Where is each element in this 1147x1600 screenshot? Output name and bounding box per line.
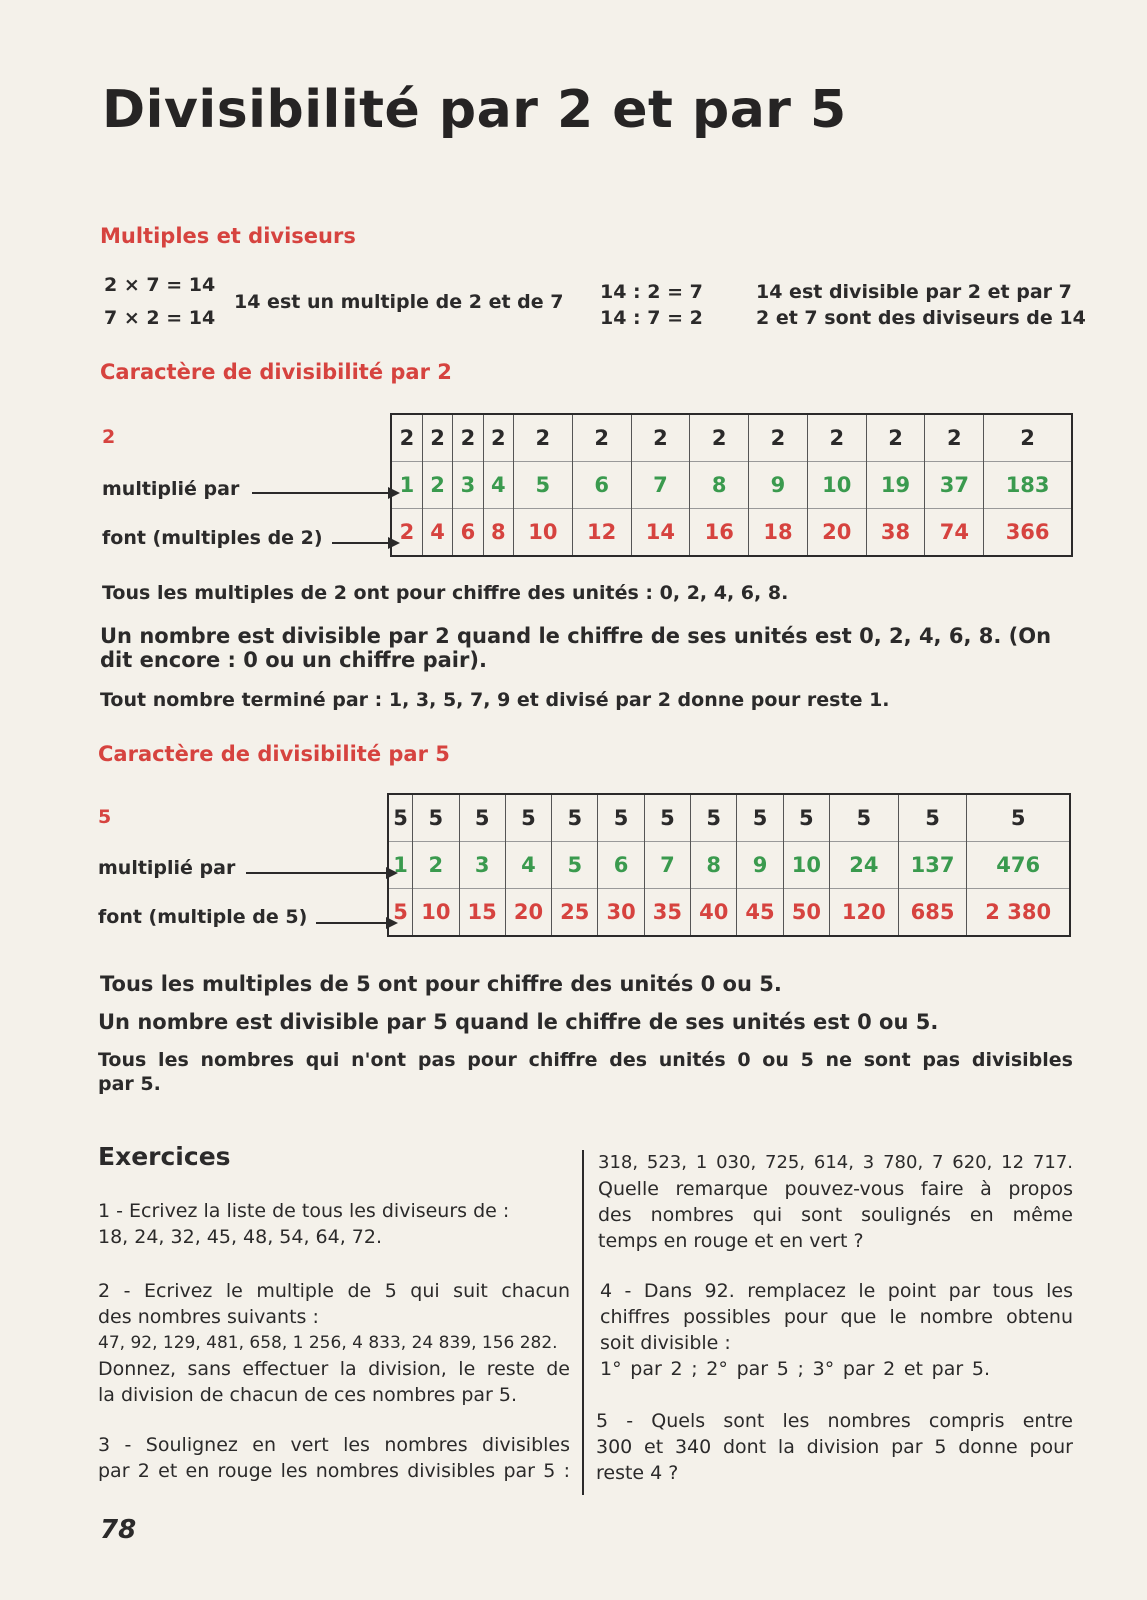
cell: 120 [830,889,899,937]
div2-label-font: font (multiples de 2) [102,527,323,549]
exercise-3-line-3: Quelle remarque pouvez-vous faire à propos [598,1178,1073,1200]
cell: 5 [393,806,408,830]
cell: 183 [984,462,1072,509]
cell: 10 [513,509,572,557]
cell: 4 [422,509,452,557]
exercise-3-line-1: 3 - Soulignez en vert les nombres divisibles [98,1434,570,1456]
cell: 2 [807,414,866,462]
cell: 12 [572,509,631,557]
cell: 2 [631,414,690,462]
div2-rule-3: Tout nombre terminé par : 1, 3, 5, 7, 9 et divisé par 2 donne pour reste 1. [100,689,890,711]
cell: 366 [984,509,1072,557]
div2-rule-2b: dit encore : 0 ou un chiffre pair). [100,648,487,672]
arrow-mult-2-line [252,492,388,494]
cell: 24 [830,842,899,889]
equation-2: 7 × 2 = 14 [104,307,216,329]
multiple-statement: 14 est un multiple de 2 et de 7 [234,291,564,313]
table-div2-row-res [391,509,1072,557]
cell: 2 [413,842,459,889]
div2-rule-2a: Un nombre est divisible par 2 quand le chiffre de ses unités est 0, 2, 4, 6, 8. (On [100,624,1052,648]
cell: 3 [459,842,505,889]
exercise-3-line-2: par 2 et en rouge les nombres divisibles par 5 : [98,1460,570,1482]
cell: 5 [513,462,572,509]
exercise-1-line-2: 18, 24, 32, 45, 48, 54, 64, 72. [98,1226,383,1248]
exercise-2-line-2: des nombres suivants : [98,1306,319,1328]
equation-1: 2 × 7 = 14 [104,274,216,296]
arrow-font-5-line [316,922,386,924]
cell: 2 [749,414,808,462]
cell: 5 [413,794,459,842]
cell: 6 [453,509,483,557]
cell: 2 [984,414,1072,462]
cell: 5 [552,794,598,842]
cell: 137 [898,842,967,889]
cell: 1 [388,842,413,889]
cell: 2 [513,414,572,462]
cell: 10 [807,462,866,509]
cell: 9 [749,462,808,509]
divisible-statement: 14 est divisible par 2 et par 7 [756,281,1072,303]
exercise-4-line-2: chiffres possibles pour que le nombre obtenu [600,1306,1073,1328]
exercise-3-line-5: temps en rouge et en vert ? [598,1230,864,1252]
exercise-5-line-2: 300 et 340 dont la division par 5 donne pour [596,1436,1073,1458]
cell: 19 [866,462,925,509]
cell: 6 [572,462,631,509]
exercise-2-line-5: la division de chacun de ces nombres par 5. [98,1384,518,1406]
div2-rule-1: Tous les multiples de 2 ont pour chiffre des unités : 0, 2, 4, 6, 8. [102,582,789,604]
division-1: 14 : 2 = 7 [600,281,703,303]
table-div5-row-res [388,889,1070,937]
exercise-5-line-1: 5 - Quels sont les nombres compris entre [596,1410,1073,1432]
divisors-statement: 2 et 7 sont des diviseurs de 14 [756,307,1086,329]
cell: 5 [505,794,551,842]
page-title: Divisibilité par 2 et par 5 [102,80,847,140]
div5-rule-1: Tous les multiples de 5 ont pour chiffre des unités 0 ou 5. [100,972,782,996]
cell: 1 [391,462,422,509]
cell: 5 [783,794,829,842]
cell: 20 [807,509,866,557]
cell: 5 [459,794,505,842]
cell: 5 [898,794,967,842]
div5-rule-3a: Tous les nombres qui n'ont pas pour chiffre des unités 0 ou 5 ne sont pas divisibles [98,1049,1073,1071]
cell: 10 [783,842,829,889]
cell: 2 [422,414,452,462]
cell: 8 [690,462,749,509]
div5-rule-3b: par 5. [98,1073,161,1095]
cell: 5 [552,842,598,889]
cell: 2 [572,414,631,462]
cell: 35 [644,889,690,937]
cell: 5 [598,794,644,842]
cell: 2 [483,414,513,462]
cell: 45 [737,889,783,937]
exercise-2-line-4: Donnez, sans effectuer la division, le reste de [98,1358,570,1380]
cell: 8 [691,842,737,889]
cell: 20 [505,889,551,937]
cell: 8 [483,509,513,557]
column-divider [582,1150,584,1495]
exercise-4-line-1: 4 - Dans 92. remplacez le point par tous les [600,1280,1073,1302]
cell: 5 [691,794,737,842]
div5-rule-2: Un nombre est divisible par 5 quand le chiffre de ses unités est 0 ou 5. [98,1010,939,1034]
cell: 40 [691,889,737,937]
exercise-4-line-4: 1° par 2 ; 2° par 5 ; 3° par 2 et par 5. [600,1358,990,1380]
cell: 685 [898,889,967,937]
cell: 4 [483,462,513,509]
cell: 5 [388,889,413,937]
cell: 18 [749,509,808,557]
cell: 2 [866,414,925,462]
cell: 37 [925,462,984,509]
cell: 3 [453,462,483,509]
cell: 7 [631,462,690,509]
cell: 14 [631,509,690,557]
division-2: 14 : 7 = 2 [600,307,703,329]
cell: 2 380 [967,889,1070,937]
cell: 2 [453,414,483,462]
exercise-2-line-1: 2 - Ecrivez le multiple de 5 qui suit chacun [98,1280,570,1302]
cell: 74 [925,509,984,557]
cell: 5 [644,794,690,842]
cell: 9 [737,842,783,889]
exercise-3-numbers: 318, 523, 1 030, 725, 614, 3 780, 7 620, 12 717. [598,1152,1073,1173]
cell: 50 [783,889,829,937]
cell: 2 [925,414,984,462]
div2-label-mult: multiplié par [102,478,240,500]
table-div2-row-mult [391,462,1072,509]
heading-div5: Caractère de divisibilité par 5 [98,742,450,766]
cell: 5 [737,794,783,842]
cell: 2 [422,462,452,509]
cell: 4 [505,842,551,889]
table-div5 [387,793,1071,937]
exercises-heading: Exercices [98,1142,231,1171]
arrow-font-2-line [332,542,388,544]
cell: 2 [690,414,749,462]
cell: 15 [459,889,505,937]
exercise-1-line-1: 1 - Ecrivez la liste de tous les diviseurs de : [98,1200,510,1222]
table-div2 [390,413,1073,557]
cell: 6 [598,842,644,889]
arrow-mult-5-line [246,872,386,874]
div2-label-top: 2 [102,426,116,448]
heading-multiples: Multiples et diviseurs [100,224,356,248]
table-div5-row-top [388,794,1070,842]
cell: 16 [690,509,749,557]
cell: 10 [413,889,459,937]
table-div5-row-mult [388,842,1070,889]
cell: 7 [644,842,690,889]
exercise-2-line-3: 47, 92, 129, 481, 658, 1 256, 4 833, 24 839, 156 282. [98,1333,558,1353]
exercise-3-line-4: des nombres qui sont soulignés en même [598,1204,1073,1226]
cell: 5 [830,794,899,842]
cell: 25 [552,889,598,937]
cell: 2 [399,426,415,450]
cell: 2 [391,509,422,557]
cell: 5 [967,794,1070,842]
heading-div2: Caractère de divisibilité par 2 [100,360,452,384]
div5-label-font: font (multiple de 5) [98,906,308,928]
div5-label-top: 5 [98,806,112,828]
cell: 476 [967,842,1070,889]
cell: 38 [866,509,925,557]
table-div2-row-top [391,414,1072,462]
cell: 30 [598,889,644,937]
exercise-4-line-3: soit divisible : [600,1332,731,1354]
div5-label-mult: multiplié par [98,857,236,879]
page-number: 78 [100,1515,137,1545]
exercise-5-line-3: reste 4 ? [596,1462,679,1484]
